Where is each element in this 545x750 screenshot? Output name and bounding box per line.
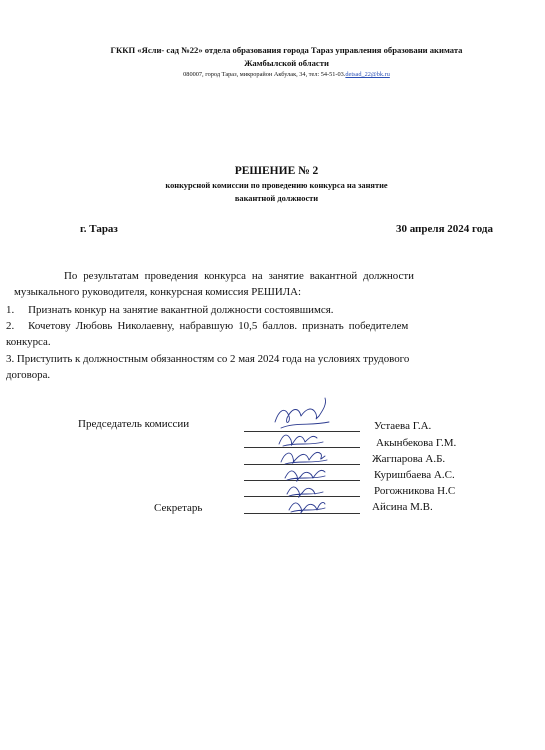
- chair-label: Председатель комиссии: [78, 418, 190, 430]
- intro-paragraph-line2: музыкального руководителя, конкурсная комиссия РЕШИЛА:: [14, 286, 302, 298]
- org-name-line2: Жамбылской области: [244, 58, 329, 68]
- decision-item-3-line1: 3. Приступить к должностным обязанностям со 2 мая 2024 года на условиях трудового: [6, 353, 410, 365]
- decision-date: 30 апреля 2024 года: [395, 223, 493, 235]
- decision-item-2-line2: конкурса.: [6, 336, 51, 348]
- decision-item-2-line1: [6, 320, 492, 332]
- secretary-label: Секретарь: [154, 502, 203, 514]
- org-address: [0, 71, 545, 78]
- handwritten-signatures: [245, 392, 355, 524]
- member-name-5: Рогожникова Н.С: [374, 485, 456, 497]
- member-name-3: Жагпарова А.Б.: [372, 453, 446, 465]
- org-name-line1: ГККП «Ясли- сад №22» отдела образования города Тараз управления образовани акимата: [110, 45, 463, 55]
- member-name-1: Устаева Г.А.: [374, 420, 432, 432]
- signature-4: [285, 470, 325, 481]
- org-address-text: 080007, город Тараз, микрорайон Акбулак, 34, тел: 54-51-03.: [183, 71, 346, 78]
- signature-2: [279, 435, 323, 446]
- decision-subtitle-line1: конкурсной комиссии по проведению конкурса на занятие: [165, 181, 388, 190]
- item-1-number: 1.: [6, 304, 15, 316]
- decision-item-3-line2: договора.: [6, 369, 51, 381]
- decision-title: РЕШЕНИЕ № 2: [234, 165, 319, 177]
- intro-paragraph-line1: По результатам проведения конкурса на занятие вакантной должности: [64, 270, 414, 282]
- decision-item-1: [6, 304, 333, 316]
- signature-6: [289, 502, 325, 513]
- member-name-2: Акынбекова Г.М.: [376, 437, 457, 449]
- signature-1: [275, 398, 329, 428]
- city: г. Тараз: [80, 223, 118, 235]
- decision-subtitle-line2: вакантной должности: [234, 194, 319, 203]
- item-2-number: 2.: [6, 320, 15, 332]
- org-email-link[interactable]: detsad_22@bk.ru: [345, 71, 390, 78]
- member-name-6: Айсина М.В.: [372, 501, 433, 513]
- item-1-text: Признать конкур на занятие вакантной должности состоявшимся.: [28, 304, 334, 316]
- item-2-text: Кочетову Любовь Николаевну, набравшую 10,5 баллов. признать победителем: [28, 320, 409, 332]
- member-name-4: Куришбаева А.С.: [374, 469, 455, 481]
- signature-5: [287, 487, 323, 497]
- signature-3: [281, 452, 327, 464]
